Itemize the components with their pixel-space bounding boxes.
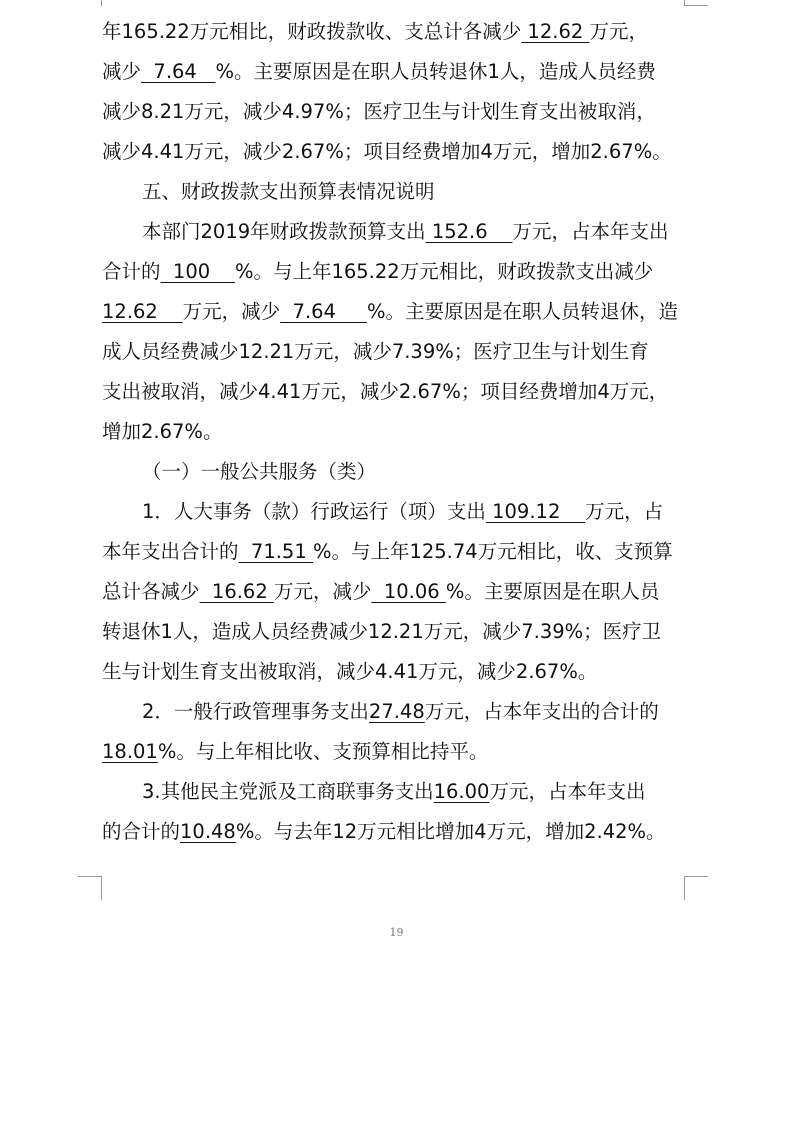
text-run: 万元，占本年支出 — [489, 780, 646, 803]
text-line — [102, 492, 692, 532]
underlined-value: 27.48 — [368, 700, 425, 723]
text-run: 生与计划生育支出被取消，减少4.41万元，减少2.67%。 — [102, 660, 598, 683]
text-run: 总计各减少 — [102, 580, 200, 603]
text-line — [102, 612, 692, 652]
underlined-value: 12.62 — [102, 300, 183, 323]
crop-mark-bottom-left-h — [78, 876, 102, 877]
text-line — [102, 412, 692, 452]
text-run: 成人员经费减少12.21万元，减少7.39%；医疗卫生与计划生育 — [102, 340, 649, 363]
underlined-value: 16.62 — [199, 580, 274, 603]
text-run: 年165.22万元相比，财政拨款收、支总计各减少 — [102, 20, 522, 43]
text-run: 减少4.41万元，减少2.67%；项目经费增加4万元，增加2.67%。 — [102, 140, 672, 163]
section-heading — [102, 172, 692, 212]
text-line — [102, 212, 692, 252]
paragraph — [102, 492, 692, 692]
underlined-value: 71.51 — [238, 540, 313, 563]
text-line — [102, 172, 692, 212]
text-line — [102, 92, 692, 132]
text-run: 转退休1人，造成人员经费减少12.21万元，减少7.39%；医疗卫 — [102, 620, 662, 643]
text-line — [102, 452, 692, 492]
underlined-value: 10.06 — [371, 580, 446, 603]
text-line — [102, 252, 692, 292]
text-run: 的合计的 — [102, 820, 181, 843]
text-line — [102, 732, 692, 772]
text-line — [102, 532, 692, 572]
crop-mark-bottom-left-v — [101, 876, 102, 900]
text-run: 3.其他民主党派及工商联事务支出 — [142, 780, 434, 803]
text-run: 合计的 — [102, 260, 161, 283]
text-run: 本部门2019年财政拨款预算支出 — [142, 220, 426, 243]
paragraph — [102, 772, 692, 852]
crop-mark-bottom-right-v — [684, 876, 685, 900]
text-line — [102, 132, 692, 172]
text-line — [102, 292, 692, 332]
text-run: 万元，占本年支出 — [512, 220, 669, 243]
underlined-value: 100 — [160, 260, 235, 283]
text-line — [102, 12, 692, 52]
underlined-value: 7.64 — [141, 60, 216, 83]
underlined-value: 16.00 — [433, 780, 490, 803]
text-run: 减少8.21万元，减少4.97%；医疗卫生与计划生育支出被取消， — [102, 100, 656, 123]
text-run: %。主要原因是在职人员转退休，造 — [366, 300, 678, 323]
text-line — [102, 332, 692, 372]
text-run: %。与上年125.74万元相比，收、支预算 — [312, 540, 673, 563]
underlined-value: 18.01 — [102, 740, 158, 763]
text-line — [102, 372, 692, 412]
text-run: 万元，占本年支出的合计的 — [424, 700, 659, 723]
text-run: 万元，减少 — [182, 300, 281, 323]
text-run: 万元， — [589, 20, 648, 43]
text-run: 2．一般行政管理事务支出 — [142, 700, 369, 723]
underlined-value: 152.6 — [425, 220, 513, 243]
paragraph — [102, 212, 692, 452]
body-text — [102, 12, 692, 852]
text-run: %。主要原因是在职人员 — [445, 580, 660, 603]
paragraph — [102, 12, 692, 172]
text-run: 支出被取消，减少4.41万元，减少2.67%；项目经费增加4万元， — [102, 380, 669, 403]
underlined-value: 12.62 — [521, 20, 590, 43]
text-run: （一）一般公共服务（类） — [142, 460, 377, 483]
text-line — [102, 652, 692, 692]
page-number: 19 — [389, 926, 404, 939]
text-run: %。与去年12万元相比增加4万元，增加2.42%。 — [235, 820, 666, 843]
text-run: %。主要原因是在职人员转退休1人，造成人员经费 — [215, 60, 656, 83]
text-run: 本年支出合计的 — [102, 540, 239, 563]
text-line — [102, 572, 692, 612]
text-run: %。与上年相比收、支预算相比持平。 — [157, 740, 489, 763]
underlined-value: 7.64 — [280, 300, 367, 323]
paragraph — [102, 692, 692, 772]
text-run: %。与上年165.22万元相比，财政拨款支出减少 — [234, 260, 654, 283]
text-run: 减少 — [102, 60, 142, 83]
section-heading — [102, 452, 692, 492]
crop-mark-bottom-right-h — [684, 876, 708, 877]
text-run: 五、财政拨款支出预算表情况说明 — [142, 180, 435, 203]
text-line — [102, 52, 692, 92]
text-line — [102, 692, 692, 732]
text-line — [102, 772, 692, 812]
text-run: 万元，占 — [585, 500, 664, 523]
crop-mark-top-right-h — [684, 5, 708, 6]
underlined-value: 109.12 — [485, 500, 586, 523]
underlined-value: 10.48 — [180, 820, 236, 843]
text-line — [102, 812, 692, 852]
crop-mark-top-left — [101, 0, 102, 6]
text-run: 增加2.67%。 — [102, 420, 223, 443]
text-run: 万元，减少 — [273, 580, 372, 603]
text-run: 1．人大事务（款）行政运行（项）支出 — [142, 500, 486, 523]
